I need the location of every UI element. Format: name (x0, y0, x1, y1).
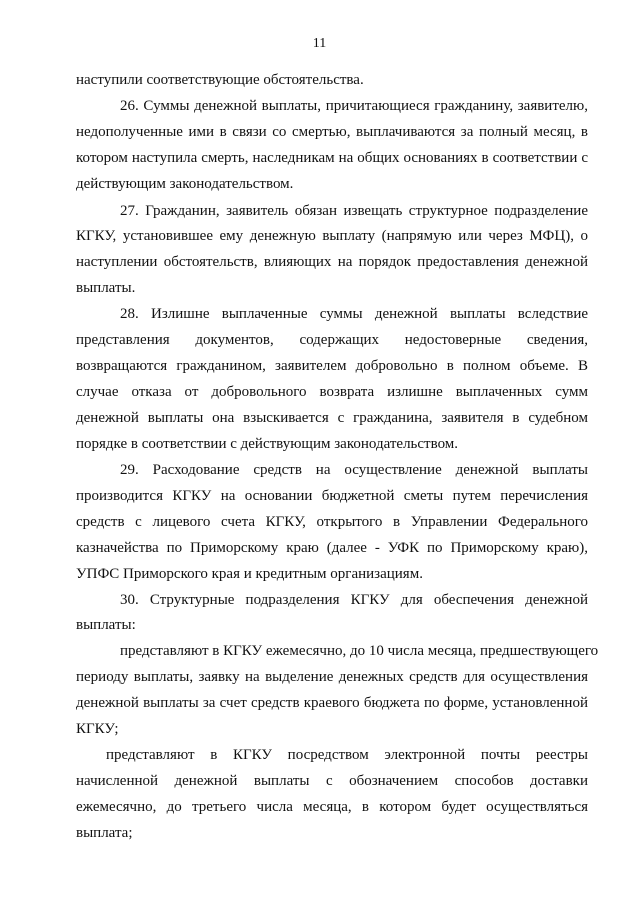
text-line: денежной выплаты за счет средств краевого бюджета по форме, установленной (76, 695, 588, 711)
paragraph-28-start: 28. Излишне выплаченные суммы денежной выплаты вследствие (120, 306, 588, 322)
text-line: средств с лицевого счета КГКУ, открытого в Управлении Федерального (76, 514, 588, 530)
text-line: представления документов, содержащих недостоверные сведения, (76, 332, 588, 348)
text-line: недополученные ими в связи со смертью, выплачиваются за полный месяц, в (76, 124, 588, 140)
text-line: порядке в соответствии с действующим законодательством. (76, 436, 459, 452)
text-line: денежной выплаты она взыскивается с гражданина, заявителя в судебном (76, 410, 588, 426)
text-line: котором наступила смерть, наследникам на общих основаниях в соответствии с (76, 150, 588, 166)
text-line: выплаты: (76, 617, 136, 633)
text-line: ежемесячно, до третьего числа месяца, в котором будет осуществляться (76, 799, 588, 815)
text-line: выплата; (76, 825, 133, 841)
text-line: производится КГКУ на основании бюджетной сметы путем перечисления (76, 488, 588, 504)
list-item-start: представляют в КГКУ посредством электронной почты реестры (106, 747, 588, 763)
text-line: УПФС Приморского края и кредитным организациям. (76, 566, 423, 582)
text-line: казначейства по Приморскому краю (далее - УФК по Приморскому краю), (76, 540, 588, 556)
text-line: действующим законодательством. (76, 176, 294, 192)
text-line: периоду выплаты, заявку на выделение денежных средств для осуществления (76, 669, 588, 685)
text-line: КГКУ; (76, 721, 119, 737)
text-line: наступили соответствующие обстоятельства. (76, 72, 364, 88)
paragraph-30-start: 30. Структурные подразделения КГКУ для обеспечения денежной (120, 592, 588, 608)
page-number: 11 (312, 36, 327, 51)
text-line: КГКУ, установившее ему денежную выплату (напрямую или через МФЦ), о (76, 228, 588, 244)
text-line: начисленной денежной выплаты с обозначением способов доставки (76, 773, 588, 789)
paragraph-26-start: 26. Суммы денежной выплаты, причитающиеся гражданину, заявителю, (120, 98, 588, 114)
text-line: выплаты. (76, 280, 136, 296)
paragraph-27-start: 27. Гражданин, заявитель обязан извещать структурное подразделение (120, 203, 588, 219)
paragraph-29-start: 29. Расходование средств на осуществление денежной выплаты (120, 462, 588, 478)
list-item-start: представляют в КГКУ ежемесячно, до 10 числа месяца, предшествующего (120, 643, 599, 659)
text-line: случае отказа от добровольного возврата излишне выплаченных сумм (76, 384, 588, 400)
text-line: возвращаются гражданином, заявителем добровольно в полном объеме. В (76, 358, 588, 374)
text-line: наступлении обстоятельств, влияющих на порядок предоставления денежной (76, 254, 588, 270)
